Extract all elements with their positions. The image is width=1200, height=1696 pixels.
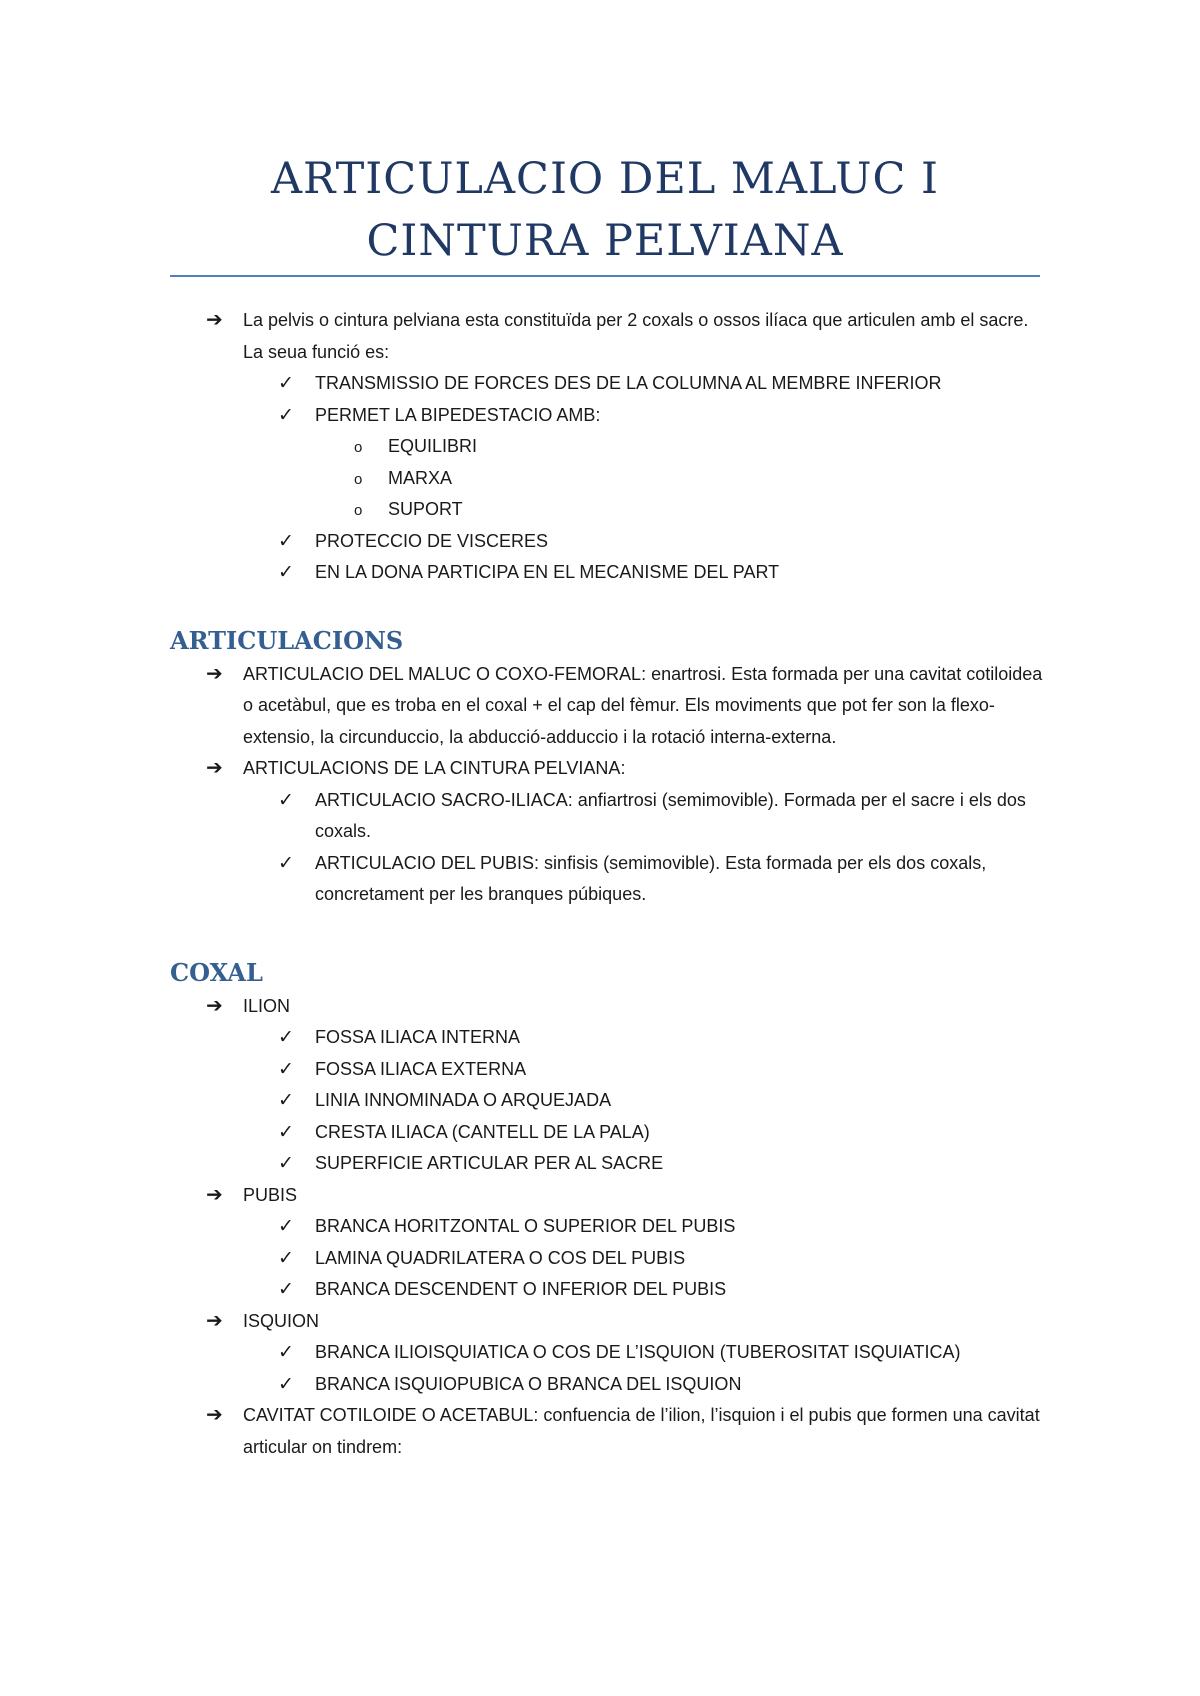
checkmark-icon: ✓ bbox=[278, 530, 294, 552]
section-heading-coxal: COXAL bbox=[170, 957, 263, 987]
list-item bbox=[170, 1085, 1050, 1117]
title-underline bbox=[170, 275, 1040, 277]
checkmark-icon: ✓ bbox=[278, 404, 294, 426]
bipedestacio-item: EQUILIBRI bbox=[388, 436, 478, 456]
checkmark-icon: ✓ bbox=[278, 1247, 294, 1269]
document-title bbox=[170, 148, 1040, 272]
list-item bbox=[170, 1337, 1050, 1369]
checkmark-icon: ✓ bbox=[278, 852, 294, 874]
ilion-item: FOSSA ILIACA EXTERNA bbox=[315, 1058, 527, 1079]
list-item bbox=[170, 1022, 1050, 1054]
list-item bbox=[170, 1211, 1050, 1243]
arrow-right-icon: ➔ bbox=[206, 1309, 223, 1332]
checkmark-icon: ✓ bbox=[278, 1342, 294, 1363]
list-item bbox=[170, 1117, 1050, 1149]
intro-list bbox=[170, 305, 1050, 589]
checkmark-icon: ✓ bbox=[278, 1058, 294, 1080]
list-item bbox=[170, 991, 1050, 1180]
list-item bbox=[170, 431, 1050, 463]
list-item bbox=[170, 1369, 1050, 1401]
checkmark-icon: ✓ bbox=[278, 1373, 294, 1395]
ilion-item: CRESTA ILIACA (CANTELL DE LA PALA) bbox=[315, 1121, 650, 1142]
list-item bbox=[170, 1306, 1050, 1401]
checkmark-icon: ✓ bbox=[278, 1153, 294, 1174]
arrow-right-icon: ➔ bbox=[206, 309, 223, 331]
checkmark-icon: ✓ bbox=[278, 373, 294, 394]
ilion-item: SUPERFICIE ARTICULAR PER AL SACRE bbox=[315, 1153, 664, 1173]
list-item bbox=[170, 659, 1050, 754]
bipedestacio-item: SUPORT bbox=[388, 499, 463, 519]
isquion-items-list bbox=[170, 1337, 1050, 1400]
circle-bullet-icon: o bbox=[354, 470, 363, 488]
cavitat-text: CAVITAT COTILOIDE O ACETABUL: confuencia de l’ilion, l’isquion i el pubis que formen una cavitat articular on tindrem: bbox=[243, 1405, 1040, 1457]
pubis-item: BRANCA HORITZONTAL O SUPERIOR DEL PUBIS bbox=[315, 1216, 736, 1236]
title-line-2: CINTURA PELVIANA bbox=[366, 216, 844, 266]
coxal-list bbox=[170, 991, 1050, 1464]
list-item bbox=[170, 557, 1050, 589]
list-item bbox=[170, 785, 1050, 848]
list-item bbox=[170, 368, 1050, 400]
list-item bbox=[170, 526, 1050, 558]
cintura-items-list bbox=[170, 785, 1050, 911]
checkmark-icon: ✓ bbox=[278, 1090, 294, 1111]
function-item: TRANSMISSIO DE FORCES DES DE LA COLUMNA AL MEMBRE INFERIOR bbox=[315, 373, 942, 393]
checkmark-icon: ✓ bbox=[278, 1279, 294, 1300]
isquion-item: BRANCA ISQUIOPUBICA O BRANCA DEL ISQUION bbox=[315, 1373, 742, 1394]
list-item bbox=[170, 400, 1050, 526]
list-item bbox=[170, 494, 1050, 526]
cintura-item: ARTICULACIO DEL PUBIS: sinfisis (semimovible). Esta formada per els dos coxals, concretament per les branques púbiques. bbox=[315, 852, 987, 904]
list-item bbox=[170, 1274, 1050, 1306]
bipedestacio-list bbox=[170, 431, 1050, 526]
function-item: EN LA DONA PARTICIPA EN EL MECANISME DEL PART bbox=[315, 562, 780, 582]
ilion-label: ILION bbox=[243, 995, 291, 1016]
list-item bbox=[170, 1180, 1050, 1306]
isquion-label: ISQUION bbox=[243, 1310, 320, 1331]
checkmark-icon: ✓ bbox=[278, 789, 294, 811]
intro-text: La pelvis o cintura pelviana esta constituïda per 2 coxals o ossos ilíaca que articulen amb el sacre. La seua funció es: bbox=[243, 310, 1029, 362]
functions-list bbox=[170, 368, 1050, 589]
list-item bbox=[170, 848, 1050, 911]
bipedestacio-item: MARXA bbox=[388, 467, 453, 488]
section-heading-articulacions: ARTICULACIONS bbox=[170, 625, 404, 655]
arrow-right-icon: ➔ bbox=[206, 1404, 223, 1426]
isquion-item: BRANCA ILIOISQUIATICA O COS DE L’ISQUION (TUBEROSITAT ISQUIATICA) bbox=[315, 1342, 961, 1362]
arrow-right-icon: ➔ bbox=[206, 994, 223, 1017]
arrow-right-icon: ➔ bbox=[206, 757, 223, 779]
document-body bbox=[170, 305, 1050, 1463]
pubis-item: LAMINA QUADRILATERA O COS DEL PUBIS bbox=[315, 1247, 686, 1268]
list-item bbox=[170, 463, 1050, 495]
list-item bbox=[170, 305, 1050, 589]
maluc-text: ARTICULACIO DEL MALUC O COXO-FEMORAL: enartrosi. Esta formada per una cavitat cotiloidea o acetàbul, que es troba en el coxal + el cap del fèmur. Els moviments que pot fer son la flexo-extensio, la circunduccio, la abducció-adduccio i la rotació interna-externa. bbox=[243, 663, 1043, 747]
pubis-items-list bbox=[170, 1211, 1050, 1306]
cintura-item: ARTICULACIO SACRO-ILIACA: anfiartrosi (semimovible). Formada per el sacre i els dos coxals. bbox=[315, 789, 1026, 841]
function-item: PROTECCIO DE VISCERES bbox=[315, 530, 549, 551]
list-item bbox=[170, 1243, 1050, 1275]
checkmark-icon: ✓ bbox=[278, 1216, 294, 1237]
pubis-item: BRANCA DESCENDENT O INFERIOR DEL PUBIS bbox=[315, 1279, 727, 1299]
checkmark-icon: ✓ bbox=[278, 1027, 294, 1048]
arrow-right-icon: ➔ bbox=[206, 662, 223, 685]
articulacions-list bbox=[170, 659, 1050, 911]
pubis-label: PUBIS bbox=[243, 1184, 298, 1205]
arrow-right-icon: ➔ bbox=[206, 1183, 223, 1206]
list-item bbox=[170, 1400, 1050, 1463]
circle-bullet-icon: o bbox=[354, 439, 363, 456]
cintura-text: ARTICULACIONS DE LA CINTURA PELVIANA: bbox=[243, 758, 626, 778]
function-item: PERMET LA BIPEDESTACIO AMB: bbox=[315, 404, 601, 425]
checkmark-icon: ✓ bbox=[278, 562, 294, 583]
title-line-1: ARTICULACIO DEL MALUC I bbox=[270, 154, 940, 204]
list-item bbox=[170, 753, 1050, 911]
list-item bbox=[170, 1054, 1050, 1086]
circle-bullet-icon: o bbox=[354, 502, 363, 519]
ilion-item: FOSSA ILIACA INTERNA bbox=[315, 1027, 521, 1047]
list-item bbox=[170, 1148, 1050, 1180]
ilion-item: LINIA INNOMINADA O ARQUEJADA bbox=[315, 1090, 612, 1110]
ilion-items-list bbox=[170, 1022, 1050, 1180]
checkmark-icon: ✓ bbox=[278, 1121, 294, 1143]
